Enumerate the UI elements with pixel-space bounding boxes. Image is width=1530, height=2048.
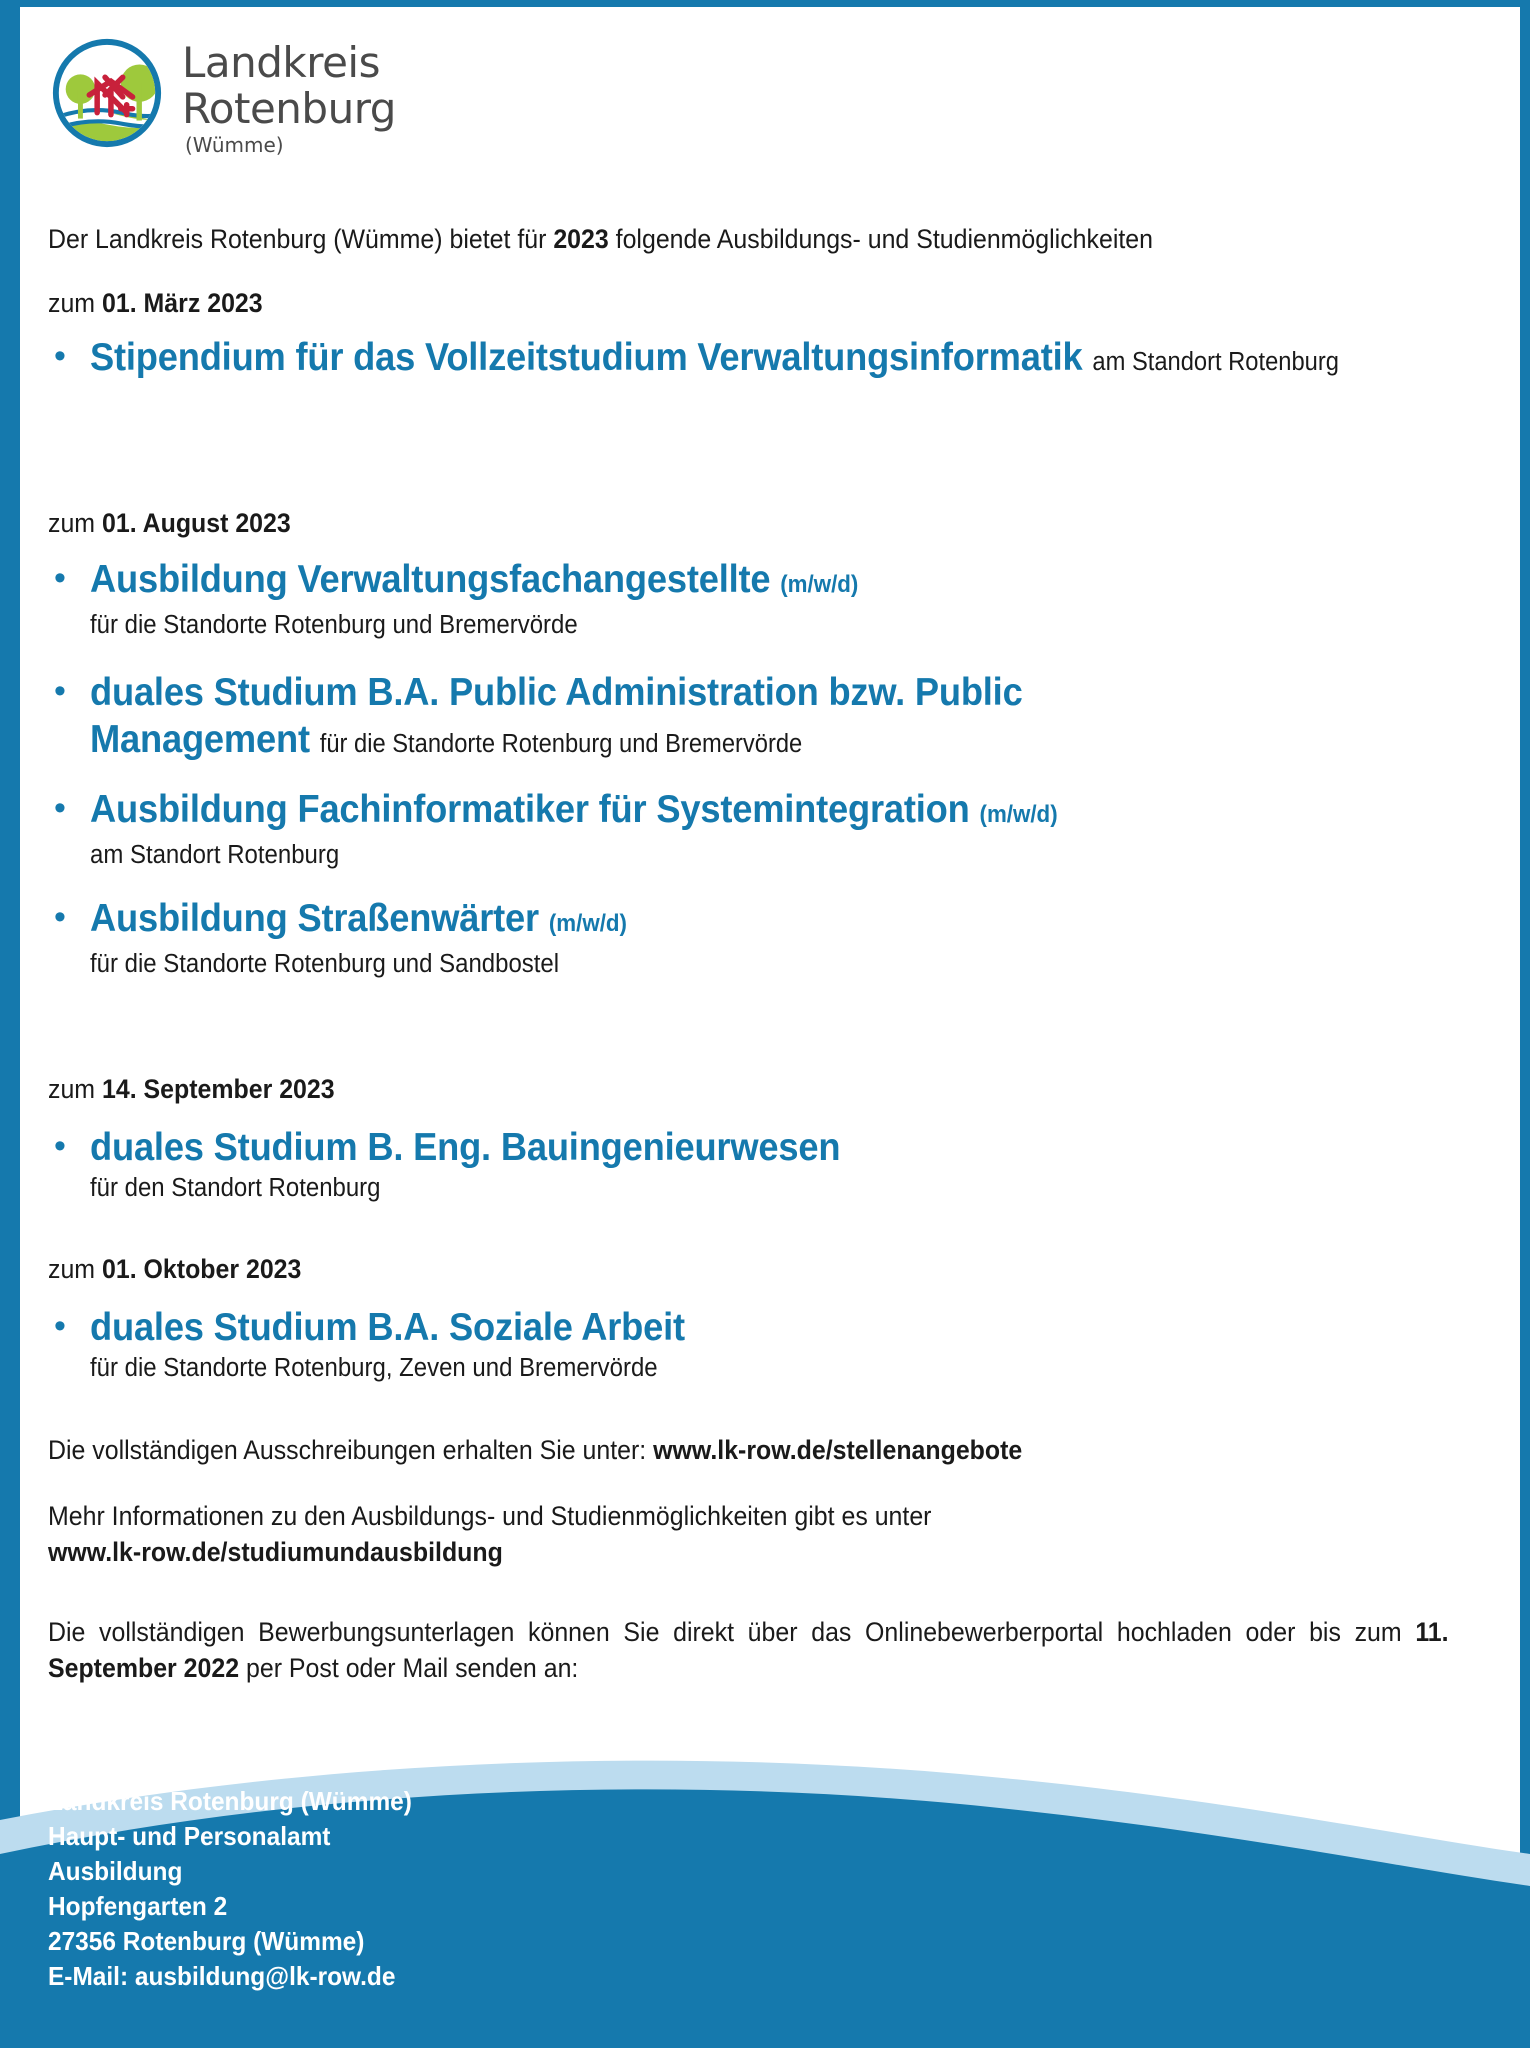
- date-heading: [48, 1252, 1411, 1286]
- job-listing: [48, 556, 1498, 641]
- date-prefix: zum: [48, 1074, 102, 1104]
- mehr-infos-paragraph: [48, 1498, 1496, 1570]
- job-listing: [48, 895, 1498, 980]
- logo-line-2: Rotenburg: [182, 84, 396, 133]
- job-body: [90, 786, 1498, 871]
- job-title: [90, 786, 1399, 838]
- job-title: [90, 556, 1399, 608]
- gender-notation: (m/w/d): [979, 801, 1058, 828]
- bullet-icon: •: [54, 1127, 66, 1165]
- mehr-infos-text: Mehr Informationen zu den Ausbildungs- und Studienmöglichkeiten gibt es unter: [48, 1501, 932, 1531]
- bullet-icon: •: [54, 672, 66, 710]
- job-location-subtitle: für die Standorte Rotenburg und Sandbostel: [90, 950, 560, 978]
- bullet-icon: •: [54, 1307, 66, 1345]
- bullet-icon: •: [54, 559, 66, 597]
- date-value: 01. März 2023: [101, 288, 263, 318]
- job-body: [90, 556, 1498, 641]
- date-prefix: zum: [48, 288, 102, 318]
- address-line: 27356 Rotenburg (Wümme): [48, 1926, 365, 1956]
- bullet-icon: •: [54, 337, 66, 375]
- job-title-text: Ausbildung Straßenwärter: [90, 897, 539, 940]
- intro-paragraph: [48, 222, 1409, 256]
- date-heading: [48, 506, 1411, 540]
- date-group-maerz: [48, 286, 1498, 386]
- intro-before: Der Landkreis Rotenburg (Wümme) bietet für: [48, 224, 554, 254]
- job-title-text: duales Studium B.A. Public Administration bzw. Public Management: [90, 671, 1023, 761]
- job-body: [90, 1124, 1498, 1204]
- intro-year: 2023: [553, 224, 609, 254]
- footer-address-block: [48, 1784, 412, 1994]
- job-title: [90, 1304, 1399, 1351]
- bullet-icon: •: [54, 898, 66, 936]
- intro-after: folgende Ausbildungs- und Studienmöglichkeiten: [608, 224, 1153, 254]
- date-value: 14. September 2023: [101, 1074, 335, 1104]
- date-group-oktober: [48, 1252, 1498, 1384]
- job-listing: [48, 786, 1498, 871]
- top-border-stripe: [0, 0, 1530, 7]
- logo-line-1: Landkreis: [182, 38, 380, 87]
- ausschreibungen-paragraph: [48, 1432, 1496, 1468]
- date-prefix: zum: [48, 508, 102, 538]
- date-heading: [48, 286, 1411, 320]
- job-location-subtitle: für die Standorte Rotenburg und Bremervörde: [90, 611, 578, 639]
- job-location-subtitle: für den Standort Rotenburg: [90, 1174, 381, 1202]
- ausschreibungen-text: Die vollständigen Ausschreibungen erhalten Sie unter:: [48, 1435, 654, 1465]
- job-title: [90, 895, 1399, 947]
- job-listing: [48, 669, 1498, 768]
- job-title: [90, 1124, 1399, 1171]
- bewerbung-text-b: per Post oder Mail senden an:: [239, 1653, 579, 1683]
- closing-line-1: [48, 1432, 1498, 1468]
- address-line: Hopfengarten 2: [48, 1891, 228, 1921]
- job-title: [90, 334, 1399, 386]
- address-line: Landkreis Rotenburg (Wümme): [48, 1786, 412, 1816]
- deadline-date: 11. September 2022: [48, 1617, 1449, 1683]
- address-line: Ausbildung: [48, 1856, 183, 1886]
- bewerbung-text-a: Die vollständigen Bewerbungsunterlagen können Sie direkt über das Onlinebewerberportal hochladen oder bis zum: [48, 1617, 1416, 1647]
- address-line: Haupt- und Personalamt: [48, 1821, 331, 1851]
- job-title-text: Ausbildung Fachinformatiker für Systemintegration: [90, 788, 970, 831]
- stellenangebote-url: www.lk-row.de/stellenangebote: [653, 1435, 1023, 1465]
- address-email-line: E-Mail: ausbildung@lk-row.de: [48, 1961, 396, 1991]
- job-title-text: duales Studium B. Eng. Bauingenieurwesen: [90, 1126, 841, 1169]
- bullet-icon: •: [54, 789, 66, 827]
- job-title-text: Ausbildung Verwaltungsfachangestellte: [90, 558, 771, 601]
- job-body: [90, 895, 1498, 980]
- job-listing: [48, 1124, 1498, 1204]
- closing-line-2: [48, 1498, 1498, 1570]
- job-body: [90, 669, 1498, 768]
- date-group-september: [48, 1072, 1498, 1204]
- job-location-note: am Standort Rotenburg: [1092, 348, 1339, 376]
- logo-wordmark: [182, 34, 396, 156]
- job-location-subtitle: am Standort Rotenburg: [90, 841, 340, 869]
- date-value: 01. August 2023: [101, 508, 291, 538]
- date-heading: [48, 1072, 1411, 1106]
- gender-notation: (m/w/d): [780, 571, 859, 598]
- job-location-subtitle: für die Standorte Rotenburg, Zeven und Bremervörde: [90, 1354, 658, 1382]
- closing-line-3: [48, 1614, 1498, 1686]
- job-body: [90, 1304, 1498, 1384]
- job-listing: [48, 1304, 1498, 1384]
- job-title-text: duales Studium B.A. Soziale Arbeit: [90, 1306, 685, 1349]
- job-location-note: für die Standorte Rotenburg und Bremervörde: [319, 730, 803, 758]
- landkreis-rotenburg-emblem-icon: [48, 34, 166, 152]
- gender-notation: (m/w/d): [548, 910, 627, 937]
- date-group-august: [48, 506, 1498, 980]
- job-listing: [48, 334, 1498, 386]
- date-prefix: zum: [48, 1254, 102, 1284]
- job-body: [90, 334, 1498, 386]
- job-title-text: Stipendium für das Vollzeitstudium Verwaltungsinformatik: [90, 336, 1083, 379]
- bewerbungsunterlagen-paragraph: [48, 1614, 1449, 1686]
- logo-subtitle: (Wümme): [185, 133, 284, 157]
- date-value: 01. Oktober 2023: [101, 1254, 302, 1284]
- logo: [48, 34, 396, 156]
- job-title: [90, 669, 1039, 768]
- studiumundausbildung-url: www.lk-row.de/studiumundausbildung: [48, 1537, 503, 1567]
